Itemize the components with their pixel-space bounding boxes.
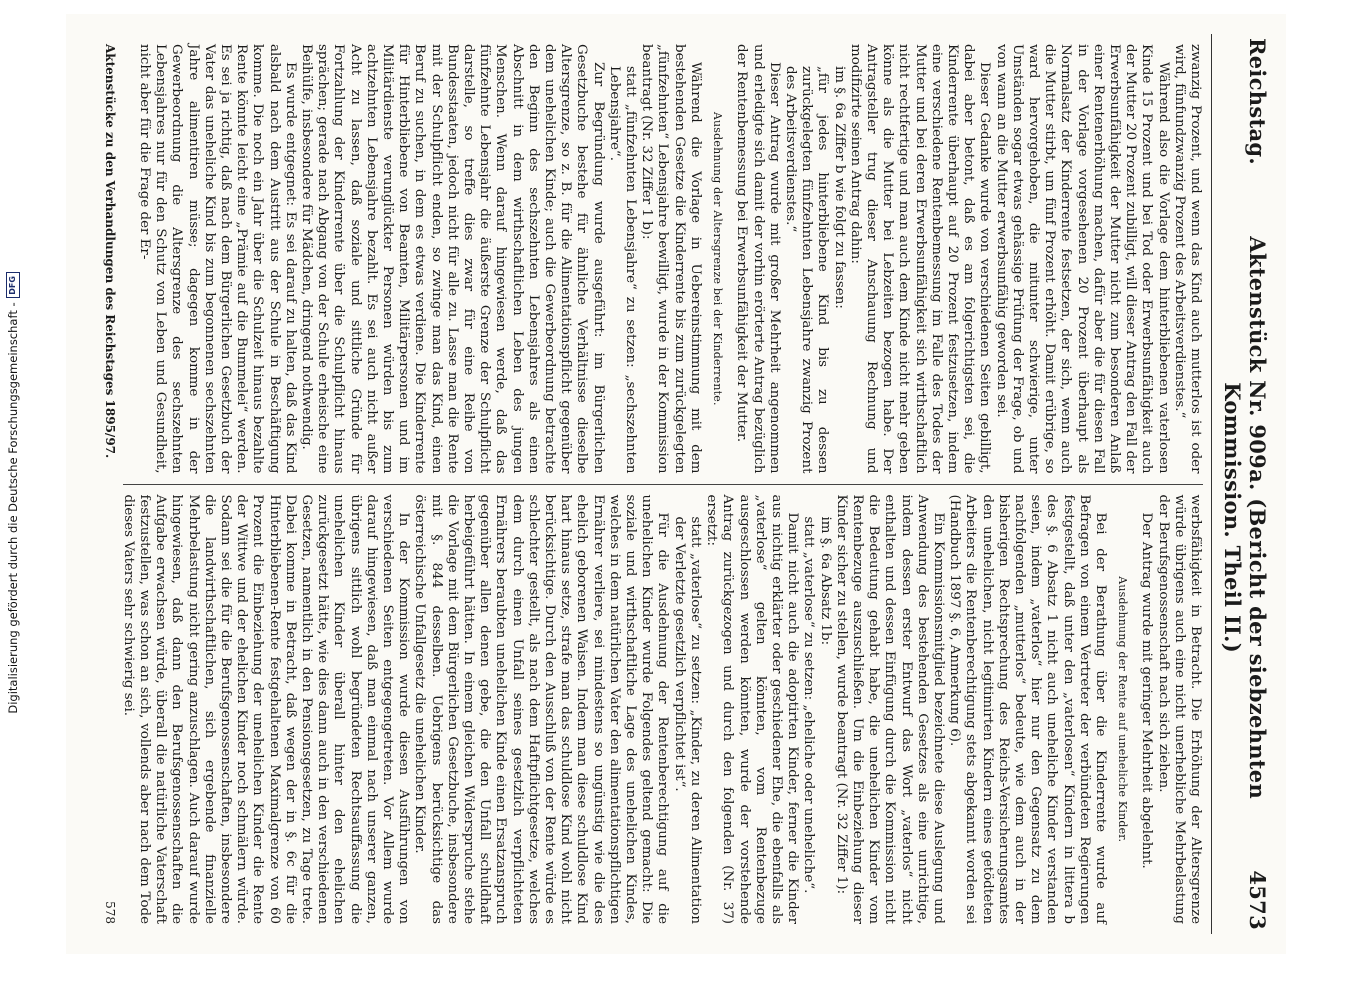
left-column (123, 34, 1203, 484)
paragraph: Während also die Vorlage dem hinterbliebenen vaterlosen Kinde 15 Prozent und bei Tod oder Erwerbsunfähigkeit auch der Mutter 20 Prozent zubilligt, will dieser Antrag den Fall der Erwerbsunfähigkeit der Mutter nicht zum besonderen Anlaß einer Rentenerhöhung machen, dafür aber die für diesen Fall in der Vorlage vorgesehenen 20 Prozent überhaupt als Normalsatz der Kinderrente festsetzen, der sich, wenn auch die Mutter stirbt, um fünf Prozent erhöht. Damit erübrige, so ward hervorgehoben, die mitunter schwierige, unter Umständen sogar etwas gehässige Prüfung der Frage, ob und von wann an die Mutter erwerbsunfähig geworden sei. (993, 44, 1171, 474)
paragraph: Ein Kommissionsmitglied bezeichnete diese Auslegung und Anwendung des bestehenden Gesetzes als eine unrichtige, indem dessen erster Entwurf das Wort „vaterlos“ nicht enthalten und dessen Einfügung durch die Kommission nicht die Bedeutung gehabt habe, die unehelichen Kinder vom Rentenbezuge auszuschließen. Um die Einbeziehung dieser Kinder sicher zu stellen, wurde beantragt (Nr. 32 Ziffer 1): (833, 494, 946, 924)
page-header (1211, 34, 1270, 934)
header-left: Reichstag. (1245, 38, 1270, 165)
right-column (120, 484, 1203, 935)
header-center (1220, 165, 1270, 870)
paragraph: Während die Vorlage in Uebereinstimmung mit dem bestehenden Gesetze die Kinderrente bis zum zurückgelegten „fünfzehnten“ Lebensjahre bewilligt, wurde in der Kommission beantragt (Nr. 32 Ziffer 1 b): (639, 44, 703, 474)
paragraph: Es wurde entgegnet: Es sei darauf zu halten, daß das Kind alsbald nach dem Austritt aus der Schule in Beschäftigung komme. Die noch ein Jahr über die Schulzeit hinaus bezahlte Rente könnte leicht eine „Prämie auf die Bummelei“ werden. Es sei ja richtig, daß nach dem Bürgerlichen Gesetzbuch der Vater das uneheliche Kind bis zum begonnenen sechszehnten Jahre alimentiren müsse; dagegen komme in der Gewerbeordnung die Altersgrenze des sechszehnten Lebensjahres nur für den Schutz von Leben und Gesundheit, nicht aber für die Frage der Er- (137, 44, 298, 474)
report-title: (Bericht der siebzehnten Kommission. Theil II.) (1220, 382, 1270, 800)
paragraph: Damit nicht auch die adoptirten Kinder, ferner die Kinder aus nichtig erklärter oder geschiedener Ehe, die ebenfalls als „vaterlose“ gelten könnten, vom Rentenbezuge ausgeschlossen werden könnten, wurde der vorstehende Antrag zurückgezogen und durch den folgenden (Nr. 37) ersetzt: (704, 494, 801, 924)
paragraph: werbsfähigkeit in Betracht. Die Erhöhung der Altersgrenze würde übrigens auch eine nicht unerhebliche Mehrbelastung der Berufsgenossenschaft nach sich ziehen. (1155, 494, 1203, 924)
credit-text: Digitalisierung gefördert durch die Deutsche Forschungsgemeinschaft - (6, 302, 20, 714)
paragraph: Der Antrag wurde mit geringer Mehrheit abgelehnt. (1139, 512, 1155, 869)
paragraph: zwanzig Prozent, und wenn das Kind auch mutterlos ist oder wird, fünfundzwanzig Prozent des Arbeitsverdienstes.“ (1171, 44, 1203, 474)
dfg-logo: DFG (6, 272, 20, 298)
footer-page-number: 578 (103, 901, 117, 924)
page-number: 4573 (1245, 870, 1270, 930)
paragraph: Dieser Gedanke wurde von verschiedenen Seiten gebilligt, dabei aber betont, daß es am folgerichtigsten sei, die Kinderrente überhaupt auf 20 Prozent festzusetzen, indem eine verschiedene Rentenbemessung im Falle des Todes der Mutter und bei deren Erwerbsunfähigkeit sich wirthschaftlich nicht rechtfertige und man auch dem Kinde nicht mehr geben könne als die Mutter bei Lebzeiten bezogen habe. Der Antragsteller trug dieser Anschauung Rechnung und modifizirte seinen Antrag dahin: (847, 44, 993, 474)
paragraph: Bei der Berathung über die Kinderrente wurde auf Befragen von einem Vertreter der verbündeten Regierungen festgestellt, daß unter den „vaterlosen“ Kindern in littera b des §. 6 Absatz 1 nicht auch uneheliche Kinder verstanden seien, indem „vaterlos“ hier nur den Gegensatz zu dem nachfolgenden „mutterlos“ bedeute, wie dem auch in der bisherigen Rechtsprechung des Reichs-Versicherungsamtes den unehelichen, nicht legitimirten Kindern eines getödteten Arbeiters die Rentenberechtigung stets abgekannt worden sei (Handbuch 1897 §. 6, Anmerkung 6). (947, 494, 1108, 924)
section-heading: Ausdehnung der Altersgrenze bei der Kinderrente. (711, 111, 725, 406)
paragraph: Für die Ausdehnung der Rentenberechtigung auf die unehelichen Kinder wurde Folgendes geltend gemacht: Die soziale und wirthschaftliche Lage des unehelichen Kindes, welches in dem natürlichen Vater den alimentationspflichtigen Ernährer verliere, sei mindestens so ungünstig wie die des ehelich geborenen Waisen. Indem man diese schuldlose Kind hart hinaus setze, strafe man das schuldlose Kind wohl nicht berücksichtige. Durch den Ausschluß von der Rente würde es schlechter gestellt, als nach dem Haftpflichtgesetze, welches dem durch einen Unfall seines gesetzlich verpflichteten Ernährers beraubten unehelichen Kinde einen Ersatzanspruch gegenüber allen denen gebe, die den Unfall schuldhaft herbeigeführt hätten. In einem gleichen Widerspruche stehe die Vorlage mit dem Bürgerlichen Gesetzbuche, insbesondere mit §. 844 desselben. Uebrigens berücksichtige das österreichische Unfallgesetz die unehelichen Kinder. (412, 494, 671, 924)
paragraph: statt „vaterlose“ zu setzen: „eheliche oder uneheliche“. (801, 516, 817, 894)
paragraph: In der Kommission wurde diesen Ausführungen von verschiedenen Seiten entgegengetreten. Vor Allem wurde darauf hingewiesen, daß man einmal nach unserer ganzen, übrigens sittlich wohl begründeten Rechtsauffassung die unehelichen Kinder überall hinter den ehelichen zurückgesetzt hätte, wie dies dann auch in den verschiedenen Gesetzen, namentlich in den Pensionsgesetzen, zu Tage trete. Dabei komme in Betracht, daß wegen der in §. 6c für die Hinterbliebenen-Rente festgehaltenen Maximalgrenze von 60 Prozent die Einbeziehung der unehelichen Kinder die Rente der Wittwe und der ehelichen Kinder noch schmälern würde. Sodann sei die für die Berufsgenossenschaften, insbesondere die landwirthschaftlichen, sich ergebende finanzielle Mehrbelastung nicht gering anzuschlagen. Auch darauf wurde hingewiesen, daß dann den Berufsgenossenschaften die Aufgabe erwachsen würde, überall die natürliche Vaterschaft festzustellen, was schon an sich, vollends aber nach dem Tode dieses Vaters sehr schwierig sei. (120, 494, 412, 924)
paragraph: statt „vaterlose“ zu setzen: „Kinder, zu deren Alimentation der Verletzte gesetzlich verpflichtet ist“. (671, 516, 703, 924)
document-number: Aktenstück Nr. 909a. (1245, 236, 1270, 491)
paragraph: im §. 6a Ziffer b wie folgt zu fassen: (831, 66, 847, 309)
digitization-credit (4, 178, 22, 808)
paragraph: „für jedes hinterbliebene Kind bis zu dessen zurückgelegten fünfzehnten Lebensjahre zwanzig Prozent des Arbeitsverdienstes.“ (782, 66, 831, 474)
paragraph: Zur Begründung wurde ausgeführt: im Bürgerlichen Gesetzbuche bestehe für ähnliche Verhältnisse dieselbe Altersgrenze, so z. B. für die Alimentationspflicht gegenüber dem unehelichen Kinde; auch die Gewerbeordnung betrachte den Beginn des sechszehnten Lebensjahres als einen Abschnitt in dem wirthschaftlichen Leben des jungen Menschen. Wenn darauf hingewiesen werde, daß das fünfzehnte Lebensjahr die äußerste Grenze der Schulpflicht darstelle, so treffe dies zwar für eine Reihe von Bundesstaaten, jedoch nicht für alle zu. Lasse man die Rente mit der Schulpflicht enden, so zwinge man das Kind, einen Beruf zu suchen, in dem es etwas verdiene. Die Kinderrente für Hinterbliebene von Beamten, Militärpersonen und im Militärdienste verunglückter Personen würden bis zum achtzehnten Lebensjahre bezahlt. Es sei auch nicht außer Acht zu lassen, daß soziale und sittliche Gründe für Fortzahlung der Kinderrente über die Schulpflicht hinaus sprächen; gerade nach Abgang von der Schule erheische eine Beihülfe, insbesondere für Mädchen, dringend nothwendig. (299, 44, 606, 474)
paragraph: Dieser Antrag wurde mit großer Mehrheit angenommen und erledigte sich damit der vorhin erörterte Antrag bezüglich der Rentenbemessung bei Erwerbsunfähigkeit der Mutter. (734, 44, 782, 474)
footer-source: Aktenstücke zu den Verhandlungen des Reichstages 1895/97. (103, 44, 117, 459)
text-columns (120, 34, 1203, 934)
scanned-page (66, 14, 1286, 954)
paragraph: statt „fünfzehnten Lebensjahre“ zu setzen: „sechszehnten Lebensjahre“. (606, 66, 639, 474)
paragraph: im §. 6a Absatz 1b: (817, 516, 833, 646)
section-heading: Ausdehnung der Rente auf uneheliche Kinder. (1116, 576, 1130, 843)
